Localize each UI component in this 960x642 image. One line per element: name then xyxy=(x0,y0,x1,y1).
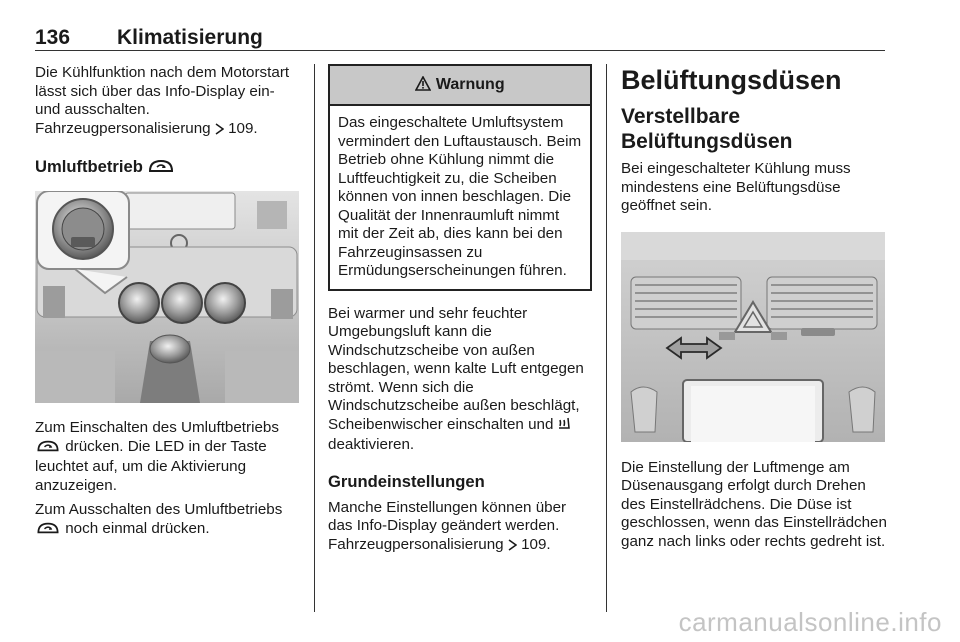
fogging-text-a: Bei warmer und sehr feuchter Umgebungsluft kann die Windschutzscheibe von außen beschlagen, wenn kalte Luft entgegen strömt. Wenn sich die Windschutzscheibe außen beschlägt, Scheibenwischer einschalten und xyxy=(328,304,584,433)
windscreen-defrost-icon xyxy=(558,417,570,437)
intro-paragraph xyxy=(35,64,301,140)
page-number: 136 xyxy=(35,26,71,49)
watermark: carmanualsonline.info xyxy=(678,607,942,637)
column-3 xyxy=(621,64,887,551)
basic-settings-text: Manche Einstellungen können über das Info-Display geändert werden. Fahrzeugpersonalisierung xyxy=(328,498,567,553)
air-vents-heading: Belüftungsdüsen xyxy=(621,65,842,95)
recirculation-heading-text: Umluftbetrieb xyxy=(35,157,143,176)
column-2 xyxy=(328,64,592,556)
recirculation-on-paragraph xyxy=(35,419,301,495)
airflow-adjustment-paragraph: Die Einstellung der Luftmenge am Düsenausgang erfolgt durch Drehen des Einstellrädchens. Die Düse ist geschlossen, wenn das Einstellrädchen ganz nach links oder rechts gedreht ist. xyxy=(621,458,887,550)
chapter-title: Klimatisierung xyxy=(117,26,263,49)
column-divider-2 xyxy=(606,64,607,612)
basic-settings-paragraph xyxy=(328,499,592,557)
recirculation-icon xyxy=(35,439,61,459)
intro-text: Die Kühlfunktion nach dem Motorstart lässt sich über das Info-Display ein- und ausschalten. Fahrzeugpersonalisierung xyxy=(35,64,290,137)
recirculation-off-paragraph xyxy=(35,501,301,540)
recirculation-icon xyxy=(35,521,61,541)
recirculation-on-text-b: drücken. Die LED in der Taste leuchtet auf, um die Aktivierung anzuzeigen. xyxy=(35,437,267,494)
warning-text: Das eingeschaltete Umluftsystem vermindert den Luftaustausch. Beim Betrieb ohne Kühlung nimmt die Luftfeuchtigkeit zu, die Scheiben können von innen beschlagen. Die Qualität der Innenraumluft nimmt mit der Zeit ab, dies kann bei den Fahrzeuginsassen zu Ermüdungserscheinungen führen. xyxy=(338,114,582,279)
fogging-paragraph xyxy=(328,305,592,455)
page-header xyxy=(35,26,885,50)
fogging-text-b: deaktivieren. xyxy=(328,436,415,453)
warning-title: Warnung xyxy=(435,76,505,93)
warning-box xyxy=(328,64,592,291)
air-vents-photo xyxy=(621,232,885,442)
basic-settings-heading: Grundeinstellungen xyxy=(328,471,485,491)
recirculation-off-text-b: noch einmal drücken. xyxy=(65,519,210,537)
climate-control-photo xyxy=(35,191,299,403)
header-rule xyxy=(35,50,885,51)
page-reference-icon xyxy=(215,122,224,141)
vents-cooling-paragraph: Bei eingeschalteter Kühlung muss mindestens eine Belüftungsdüse geöffnet sein. xyxy=(621,160,851,214)
recirculation-icon xyxy=(147,158,175,179)
warning-header xyxy=(330,66,590,106)
column-1 xyxy=(35,64,301,540)
recirculation-heading xyxy=(35,157,301,179)
recirculation-on-text-a: Zum Einschalten des Umluftbetriebs xyxy=(35,419,279,436)
recirculation-off-text-a: Zum Ausschalten des Umluftbetriebs xyxy=(35,501,283,518)
warning-triangle-icon xyxy=(415,68,431,106)
adjustable-vents-heading: Verstellbare Belüftungsdüsen xyxy=(621,105,793,153)
column-divider-1 xyxy=(314,64,315,612)
intro-reference: 109. xyxy=(228,119,258,137)
page-reference-icon xyxy=(508,538,517,557)
basic-settings-reference: 109. xyxy=(521,535,551,553)
